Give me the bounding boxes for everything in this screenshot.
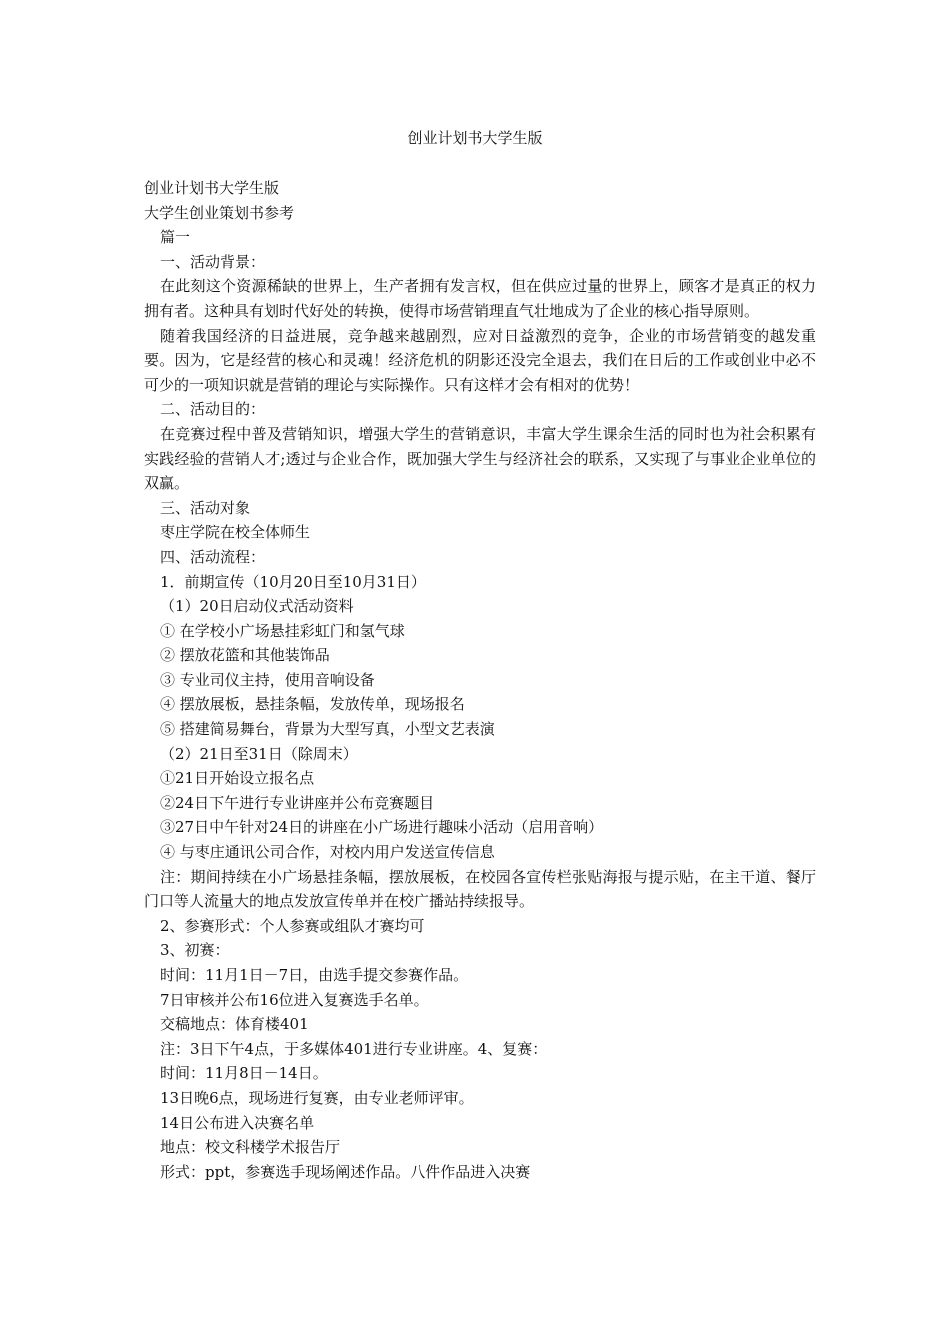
- paragraph: （1）20日启动仪式活动资料: [160, 597, 354, 616]
- paragraph: ③27日中午针对24日的讲座在小广场进行趣味小活动（启用音响）: [160, 818, 604, 837]
- paragraph: ④ 与枣庄通讯公司合作，对校内用户发送宣传信息: [160, 843, 495, 862]
- paragraph: 时间：11月8日－14日。: [160, 1064, 328, 1083]
- paragraph: 注：期间持续在小广场悬挂条幅，摆放展板，在校园各宣传栏张贴海报与提示贴，在主干道、餐厅门口等人流量大的地点发放宣传单并在校广播站持续报导。: [144, 867, 816, 911]
- paragraph: 篇一: [160, 228, 191, 247]
- paragraph: 三、活动对象: [160, 498, 251, 517]
- paragraph: ④ 摆放展板，悬挂条幅，发放传单，现场报名: [160, 695, 465, 714]
- paragraph: 创业计划书大学生版: [144, 179, 280, 197]
- paragraph: ② 摆放花篮和其他装饰品: [160, 646, 330, 665]
- paragraph: 地点：校文科楼学术报告厅: [160, 1138, 341, 1157]
- paragraph: 一、活动背景：: [160, 252, 266, 271]
- paragraph: ③ 专业司仪主持，使用音响设备: [160, 670, 375, 689]
- paragraph: 交稿地点：体育楼401: [160, 1015, 309, 1034]
- page-title: 创业计划书大学生版: [407, 129, 543, 147]
- paragraph: 形式：ppt，参赛选手现场阐述作品。八件作品进入决赛: [160, 1162, 531, 1181]
- paragraph: ⑤ 搭建简易舞台，背景为大型写真，小型文艺表演: [160, 720, 495, 739]
- document-body: [144, 176, 816, 1184]
- paragraph: 在竞赛过程中普及营销知识，增强大学生的营销意识，丰富大学生课余生活的同时也为社会积累有实践经验的营销人才;透过与企业合作，既加强大学生与经济社会的联系，又实现了与事业企业单位的双赢。: [144, 424, 816, 493]
- paragraph: ① 在学校小广场悬挂彩虹门和氢气球: [160, 621, 405, 640]
- paragraph: 枣庄学院在校全体师生: [160, 523, 311, 542]
- paragraph: 1．前期宣传（10月20日至10月31日）: [160, 572, 426, 591]
- paragraph: 14日公布进入决赛名单: [160, 1113, 315, 1132]
- paragraph: 时间：11月1日－7日，由选手提交参赛作品。: [160, 966, 469, 984]
- paragraph: 7日审核并公布16位进入复赛选手名单。: [160, 990, 429, 1009]
- paragraph: 2、参赛形式：个人参赛或组队才赛均可: [160, 916, 425, 935]
- paragraph: 二、活动目的：: [160, 400, 266, 419]
- paragraph: 注：3日下午4点，于多媒体401进行专业讲座。4、复赛：: [160, 1039, 548, 1058]
- paragraph: 随着我国经济的日益进展，竞争越来越剧烈，应对日益激烈的竞争，企业的市场营销变的越发重要。因为，它是经营的核心和灵魂！经济危机的阴影还没完全退去，我们在日后的工作或创业中必不可少的一项知识就是营销的理论与实际操作。只有这样才会有相对的优势！: [144, 326, 816, 394]
- paragraph: ①21日开始设立报名点: [160, 769, 315, 788]
- paragraph: （2）21日至31日（除周末）: [160, 744, 358, 763]
- paragraph: 大学生创业策划书参考: [144, 203, 295, 222]
- paragraph: 3、初赛：: [160, 941, 230, 960]
- paragraph: 在此刻这个资源稀缺的世界上，生产者拥有发言权，但在供应过量的世界上，顾客才是真正的权力拥有者。这种具有划时代好处的转换，使得市场营销理直气壮地成为了企业的核心指导原则。: [144, 277, 816, 320]
- paragraph: 四、活动流程：: [160, 547, 266, 566]
- paragraph: 13日晚6点，现场进行复赛，由专业老师评审。: [160, 1088, 474, 1107]
- paragraph: ②24日下午进行专业讲座并公布竞赛题目: [160, 793, 435, 812]
